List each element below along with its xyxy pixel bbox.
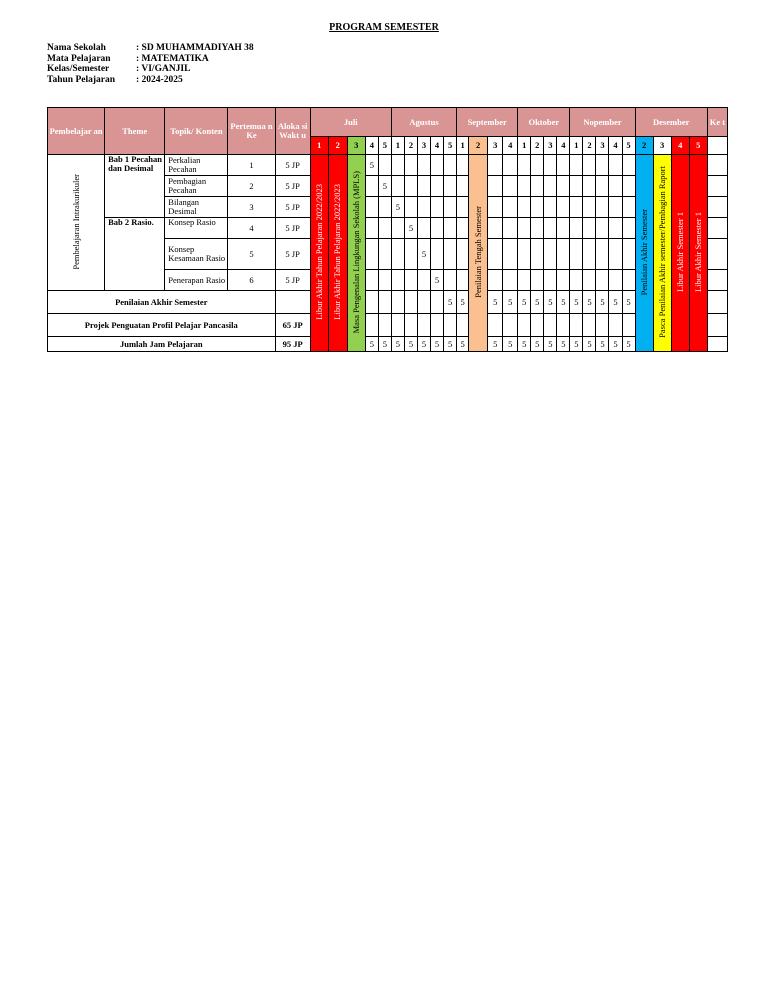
hours-cell: 5 <box>557 291 570 314</box>
header-theme: Theme <box>105 108 165 155</box>
juli-week-3-mpls: Masa Pengenalan Lingkungan Sekolah (MPLS) <box>347 155 365 352</box>
hours-cell: 5 <box>365 155 378 176</box>
hours-cell: 5 <box>583 337 596 352</box>
pas-row-label: Penilaian Akhir Semester <box>48 291 276 314</box>
hours-cell: 5 <box>391 337 404 352</box>
time-allocation: 5 JP <box>275 176 310 197</box>
header-topik: Topik/ Konten <box>165 108 228 155</box>
info-row-subject: Mata Pelajaran : MATEMATIKA <box>47 53 209 64</box>
week-header: 4 <box>365 137 378 155</box>
hours-cell: 5 <box>622 291 635 314</box>
hours-cell: 5 <box>488 337 503 352</box>
week-header: 4 <box>671 137 689 155</box>
topic-name: Penerapan Rasio <box>165 270 228 291</box>
topic-name: Perkalian Pecahan <box>165 155 228 176</box>
header-month-september: September <box>457 108 518 137</box>
hours-cell: 5 <box>457 291 469 314</box>
hours-cell: 5 <box>596 337 609 352</box>
hours-cell: 5 <box>404 218 417 239</box>
week-header: 3 <box>596 137 609 155</box>
hours-cell: 5 <box>444 337 457 352</box>
p5-row-value: 65 JP <box>275 314 310 337</box>
hours-cell: 5 <box>557 337 570 352</box>
header-month-juli: Juli <box>310 108 391 137</box>
group-label: Pembelajaran Intrakurikuler <box>70 173 81 270</box>
hours-cell: 5 <box>531 291 544 314</box>
september-week-2-pts: Penilaian Tengah Semester <box>469 155 488 352</box>
theme-bab-2: Bab 2 Rasio. <box>105 218 165 291</box>
week-header: 2 <box>328 137 347 155</box>
topic-name: Pembagian Pecahan <box>165 176 228 197</box>
hours-cell: 5 <box>457 337 469 352</box>
time-allocation: 5 JP <box>275 218 310 239</box>
theme-bab-1: Bab 1 Pecahan dan Desimal <box>105 155 165 218</box>
p5-row-label: Projek Penguatan Profil Pelajar Pancasila <box>48 314 276 337</box>
meeting-number: 2 <box>228 176 275 197</box>
hours-cell: 5 <box>622 337 635 352</box>
hours-cell: 5 <box>488 291 503 314</box>
header-pembelajaran: Pembelajar an <box>48 108 105 155</box>
meeting-number: 6 <box>228 270 275 291</box>
week-header: 4 <box>430 137 443 155</box>
week-header: 2 <box>469 137 488 155</box>
hours-cell: 5 <box>544 291 557 314</box>
week-header: 4 <box>557 137 570 155</box>
meeting-number: 5 <box>228 239 275 270</box>
week-header: 2 <box>583 137 596 155</box>
desember-week-3-raport: Pasca Penilaian Akhir semester/Pembagian Raport <box>653 155 671 352</box>
hours-cell: 5 <box>404 337 417 352</box>
info-row-school: Nama Sekolah : SD MUHAMMADIYAH 38 <box>47 43 254 53</box>
week-header: 3 <box>417 137 430 155</box>
week-header: 1 <box>570 137 583 155</box>
group-label-cell <box>48 155 105 291</box>
hours-cell: 5 <box>583 291 596 314</box>
time-allocation: 5 JP <box>275 239 310 270</box>
hours-cell: 5 <box>417 337 430 352</box>
header-pertemuan: Pertemua n Ke <box>228 108 275 155</box>
desember-week-2-pas: Penilaian Akhir Semester <box>635 155 653 352</box>
week-header: 1 <box>391 137 404 155</box>
week-header: 4 <box>503 137 518 155</box>
info-row-year: Tahun Pelajaran : 2024-2025 <box>47 74 183 85</box>
header-month-agustus: Agustus <box>391 108 456 137</box>
semester-program-table <box>47 107 728 352</box>
desember-week-5-holiday: Libur Akhir Semester 1 <box>689 155 707 352</box>
info-row-class: Kelas/Semester : VI/GANJIL <box>47 64 191 74</box>
desember-week-4-holiday: Libur Akhir Semester 1 <box>671 155 689 352</box>
week-header: 3 <box>653 137 671 155</box>
time-allocation: 5 JP <box>275 155 310 176</box>
meeting-number: 3 <box>228 197 275 218</box>
meeting-number: 1 <box>228 155 275 176</box>
week-header: 3 <box>544 137 557 155</box>
hours-cell: 5 <box>417 239 430 270</box>
week-header: 5 <box>622 137 635 155</box>
meeting-number: 4 <box>228 218 275 239</box>
hours-cell: 5 <box>503 337 518 352</box>
total-row-value: 95 JP <box>275 337 310 352</box>
week-header: 4 <box>609 137 622 155</box>
hours-cell: 5 <box>365 337 378 352</box>
hours-cell: 5 <box>430 337 443 352</box>
week-header: 3 <box>347 137 365 155</box>
week-header: 2 <box>635 137 653 155</box>
week-header: 2 <box>404 137 417 155</box>
hours-cell: 5 <box>596 291 609 314</box>
time-allocation: 5 JP <box>275 197 310 218</box>
week-header: 2 <box>531 137 544 155</box>
header-month-nopember: Nopember <box>570 108 635 137</box>
week-header: 1 <box>457 137 469 155</box>
hours-cell: 5 <box>518 291 531 314</box>
header-ket: Ke t <box>707 108 727 137</box>
juli-week-2-holiday: Libur Akhir Tahun Pelajaran 2022/2023 <box>328 155 347 352</box>
header-alokasi: Aloka si Wakt u <box>275 108 310 155</box>
hours-cell: 5 <box>378 337 391 352</box>
header-month-desember: Desember <box>635 108 707 137</box>
week-header: 5 <box>378 137 391 155</box>
page-title: PROGRAM SEMESTER <box>329 22 439 33</box>
week-header: 1 <box>518 137 531 155</box>
hours-cell: 5 <box>518 337 531 352</box>
topic-name: Konsep Kesamaan Rasio <box>165 239 228 270</box>
week-header: 5 <box>444 137 457 155</box>
juli-week-1-holiday: Libur Akhir Tahun Pelajaran 2022/2023 <box>310 155 328 352</box>
hours-cell: 5 <box>503 291 518 314</box>
week-header: 3 <box>488 137 503 155</box>
hours-cell: 5 <box>570 291 583 314</box>
time-allocation: 5 JP <box>275 270 310 291</box>
hours-cell: 5 <box>544 337 557 352</box>
school-info <box>47 43 254 85</box>
hours-cell: 5 <box>609 337 622 352</box>
week-header: 5 <box>689 137 707 155</box>
hours-cell: 5 <box>444 291 457 314</box>
week-header: 1 <box>310 137 328 155</box>
ket-cell <box>707 137 727 155</box>
hours-cell: 5 <box>531 337 544 352</box>
hours-cell: 5 <box>430 270 443 291</box>
hours-cell: 5 <box>570 337 583 352</box>
total-row-label: Jumlah Jam Pelajaran <box>48 337 276 352</box>
header-month-oktober: Oktober <box>518 108 570 137</box>
hours-cell: 5 <box>609 291 622 314</box>
hours-cell: 5 <box>391 197 404 218</box>
topic-name: Bilangan Desimal <box>165 197 228 218</box>
topic-name: Konsep Rasio <box>165 218 228 239</box>
hours-cell: 5 <box>378 176 391 197</box>
